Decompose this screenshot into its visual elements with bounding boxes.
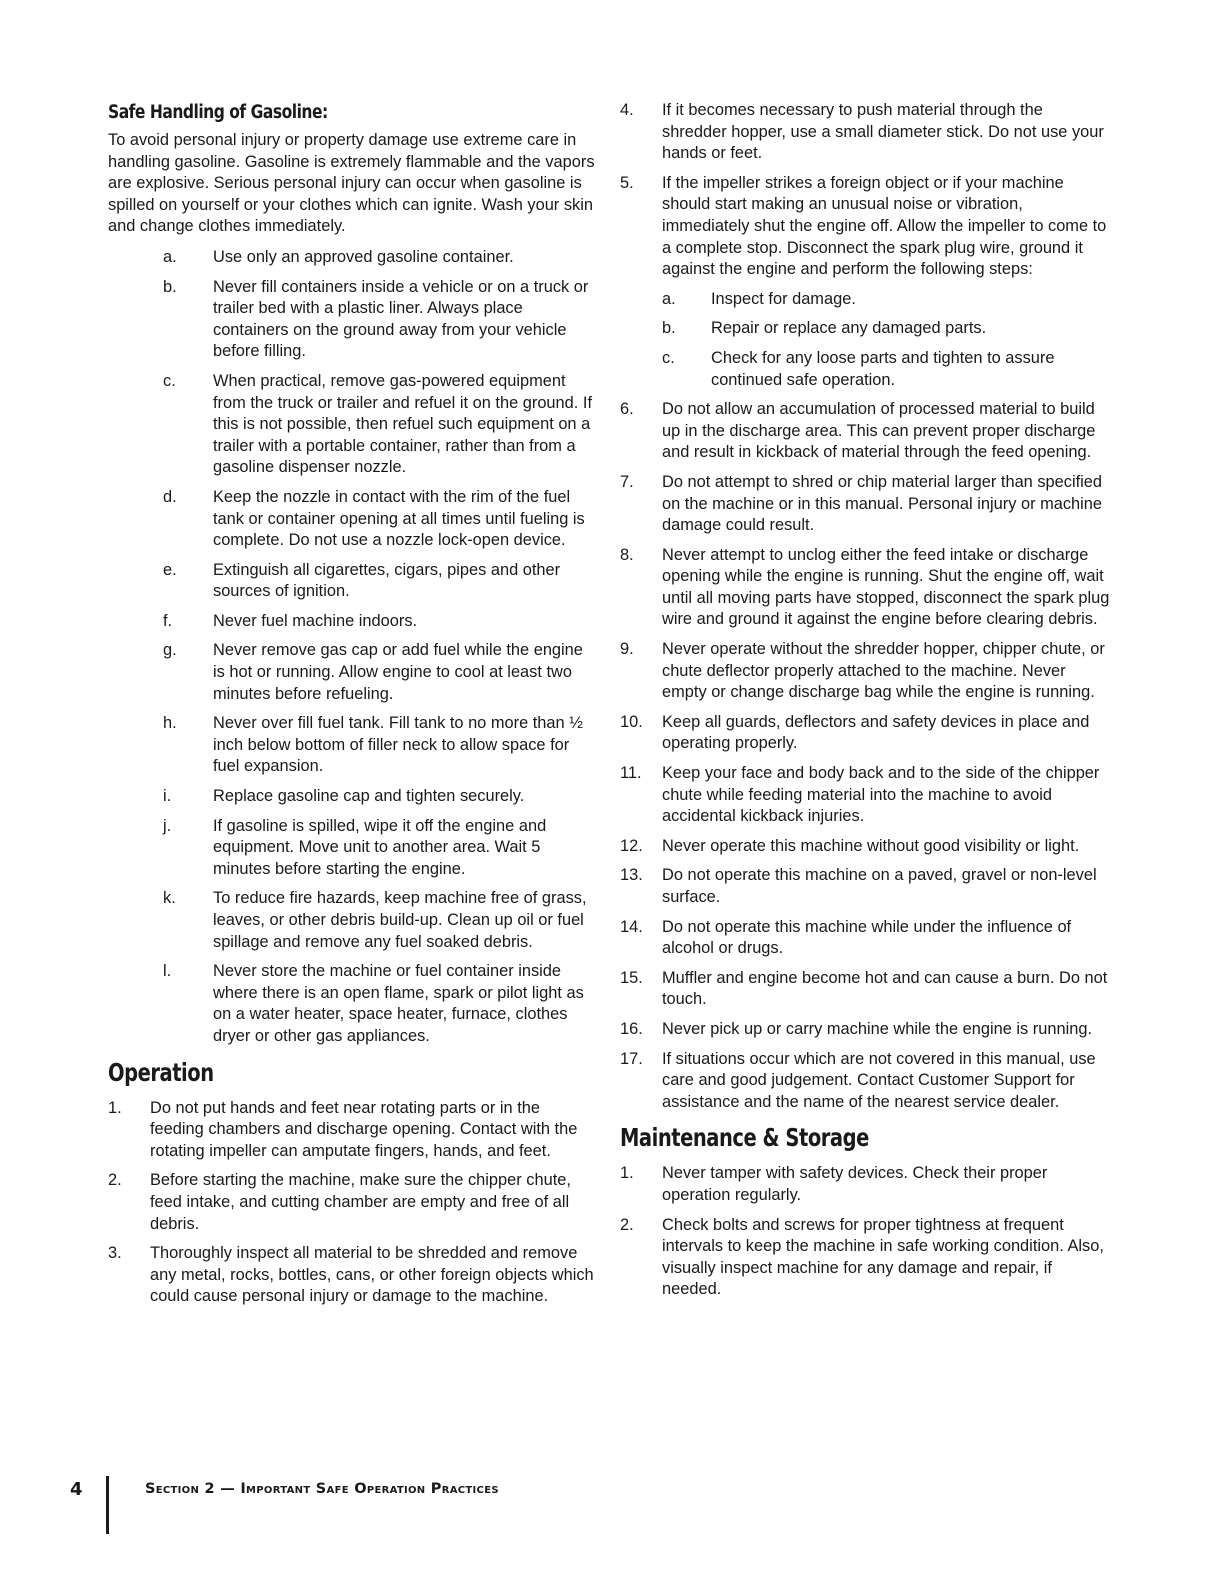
list-text: If situations occur which are not covered in this manual, use care and good judgement. Contact Customer Support for assistance and the name of the nearest service dealer.	[662, 1049, 1096, 1111]
operation-list-continued	[620, 100, 1112, 1113]
list-item	[108, 1098, 596, 1163]
list-text: Keep all guards, deflectors and safety devices in place and operating properly.	[662, 712, 1090, 753]
list-item	[620, 1019, 1112, 1041]
gasoline-list	[108, 247, 596, 1048]
list-text: Never store the machine or fuel container inside where there is an open flame, spark or pilot light as on a water heater, space heater, furnace, clothes dryer or other gas appliances.	[213, 962, 584, 1045]
list-text: Before starting the machine, make sure the chipper chute, feed intake, and cutting chamber are empty and free of all debris.	[150, 1171, 571, 1233]
page-footer	[70, 1476, 670, 1534]
list-marker: b.	[163, 277, 177, 296]
list-item	[620, 1163, 1112, 1206]
list-item	[620, 917, 1112, 960]
list-marker: 10.	[620, 712, 643, 731]
list-marker: f.	[163, 611, 173, 630]
list-item	[108, 713, 596, 778]
gasoline-heading: Safe Handling of Gasoline:	[108, 102, 328, 123]
damage-steps-list	[620, 289, 1112, 391]
list-item	[620, 348, 1112, 391]
list-text: Replace gasoline cap and tighten securely.	[213, 787, 525, 806]
list-item	[108, 277, 596, 363]
list-item	[108, 560, 596, 603]
list-marker: 5.	[620, 173, 634, 192]
list-text: When practical, remove gas-powered equipment from the truck or trailer and refuel it on the ground. If this is not possible, then refuel such equipment on a trailer with a portable container, rather than from a gasoline dispenser nozzle.	[213, 371, 592, 477]
list-text: Do not attempt to shred or chip material larger than specified on the machine or in this manual. Personal injury or machine damage could result.	[662, 472, 1103, 535]
list-marker: 1.	[620, 1164, 634, 1183]
list-marker: a.	[163, 247, 177, 266]
list-text: Keep your face and body back and to the side of the chipper chute while feeding material into the machine to avoid accidental kickback injuries.	[662, 764, 1100, 826]
list-item	[108, 611, 596, 633]
list-item	[620, 1215, 1112, 1301]
list-text: If gasoline is spilled, wipe it off the engine and equipment. Move unit to another area. Wait 5 minutes before starting the engine.	[213, 816, 547, 878]
list-marker: 2.	[108, 1171, 122, 1190]
list-marker: g.	[163, 641, 177, 660]
list-marker: 8.	[620, 545, 634, 564]
list-marker: e.	[163, 560, 177, 579]
list-item	[620, 836, 1112, 858]
list-text: If the impeller strikes a foreign object or if your machine should start making an unusual noise or vibration, immediately shut the engine off. Allow the impeller to come to a complete stop. Disconnect the spark plug wire, ground it against the engine and perform the following steps:	[662, 173, 1107, 279]
list-text: Inspect for damage.	[711, 289, 856, 308]
list-text: Never fuel machine indoors.	[213, 611, 418, 630]
operation-list	[108, 1098, 596, 1308]
list-marker: 16.	[620, 1019, 643, 1038]
list-marker: 13.	[620, 866, 643, 885]
list-item	[108, 640, 596, 705]
list-marker: l.	[163, 962, 172, 981]
list-text: Check bolts and screws for proper tightness at frequent intervals to keep the machine in safe working condition. Also, visually inspect machine for any damage and repair, if needed.	[662, 1215, 1104, 1299]
list-item	[108, 247, 596, 269]
list-text: Repair or replace any damaged parts.	[711, 319, 987, 338]
list-text: Never pick up or carry machine while the engine is running.	[662, 1019, 1093, 1038]
list-text: Do not allow an accumulation of processed material to build up in the discharge area. This can prevent proper discharge and result in kickback of material through the feed opening.	[662, 400, 1096, 462]
list-text: Never over fill fuel tank. Fill tank to no more than ½ inch below bottom of filler neck to allow space for fuel expansion.	[213, 714, 583, 776]
list-marker: 6.	[620, 400, 634, 419]
list-item	[108, 371, 596, 479]
list-marker: 7.	[620, 472, 634, 491]
list-text: Do not operate this machine on a paved, gravel or non-level surface.	[662, 866, 1097, 906]
list-item	[620, 639, 1112, 704]
list-item	[108, 1170, 596, 1235]
list-text: To reduce fire hazards, keep machine free of grass, leaves, or other debris build-up. Clean up oil or fuel spillage and remove any fuel soaked debris.	[213, 889, 587, 951]
list-text: Extinguish all cigarettes, cigars, pipes and other sources of ignition.	[213, 560, 561, 601]
list-marker: c.	[163, 371, 176, 390]
left-column	[108, 100, 596, 1316]
list-text: Do not put hands and feet near rotating parts or in the feeding chambers and discharge opening. Contact with the rotating impeller can amputate fingers, hands, and feet.	[150, 1098, 578, 1160]
footer-divider	[106, 1476, 109, 1534]
list-marker: 1.	[108, 1098, 122, 1117]
list-item	[620, 100, 1112, 165]
list-item	[108, 961, 596, 1047]
list-marker: 9.	[620, 640, 634, 659]
list-item	[620, 968, 1112, 1011]
list-item	[620, 712, 1112, 755]
gasoline-intro: To avoid personal injury or property damage use extreme care in handling gasoline. Gasoline is extremely flammable and the vapors are explosive. Serious personal injury can occur when gasoline is spilled on yourself or your clothes which can ignite. Wash your skin and change clothes immediately.	[108, 131, 595, 236]
list-item	[620, 318, 1112, 340]
list-text: Never operate this machine without good visibility or light.	[662, 836, 1080, 855]
maintenance-list	[620, 1163, 1112, 1301]
list-marker: 15.	[620, 968, 643, 987]
list-text: Do not operate this machine while under the influence of alcohol or drugs.	[662, 917, 1072, 958]
list-marker: 4.	[620, 101, 634, 119]
list-item	[620, 763, 1112, 828]
list-item	[620, 173, 1112, 281]
list-item	[108, 816, 596, 881]
list-text: Never remove gas cap or add fuel while the engine is hot or running. Allow engine to cool at least two minutes before refueling.	[213, 641, 583, 703]
list-marker: h.	[163, 714, 177, 733]
list-text: Never operate without the shredder hopper, chipper chute, or chute deflector properly attached to the machine. Never empty or change discharge bag while the engine is running.	[662, 640, 1105, 702]
list-item	[108, 888, 596, 953]
list-text: Thoroughly inspect all material to be shredded and remove any metal, rocks, bottles, cans, or other foreign objects which could cause personal injury or damage to the machine.	[150, 1244, 594, 1306]
list-marker: c.	[662, 348, 675, 367]
page-number: 4	[70, 1479, 83, 1500]
list-marker: 3.	[108, 1244, 122, 1263]
list-item	[620, 289, 1112, 311]
list-item	[620, 399, 1112, 464]
list-marker: k.	[163, 889, 176, 908]
operation-list-rest	[620, 399, 1112, 1113]
maintenance-heading: Maintenance & Storage	[620, 1123, 869, 1153]
list-item	[620, 865, 1112, 908]
list-marker: 12.	[620, 836, 643, 855]
section-title: Section 2 — Important Safe Operation Practices	[145, 1481, 499, 1497]
list-marker: b.	[662, 319, 676, 338]
list-item	[620, 545, 1112, 631]
list-marker: 17.	[620, 1049, 643, 1068]
list-marker: d.	[163, 487, 177, 506]
right-column	[620, 100, 1112, 1309]
list-item	[620, 1049, 1112, 1114]
list-text: If it becomes necessary to push material through the shredder hopper, use a small diameter stick. Do not use your hands or feet.	[662, 101, 1104, 163]
list-text: Never attempt to unclog either the feed intake or discharge opening while the engine is running. Shut the engine off, wait until all moving parts have stopped, disconnect the spark plug wire and ground it against the engine before clearing debris.	[662, 545, 1110, 629]
list-text: Check for any loose parts and tighten to assure continued safe operation.	[711, 348, 1055, 389]
list-marker: 14.	[620, 917, 643, 936]
list-text: Muffler and engine become hot and can cause a burn. Do not touch.	[662, 968, 1108, 1009]
list-text: Never fill containers inside a vehicle or on a truck or trailer bed with a plastic liner. Always place containers on the ground away from your vehicle before filling.	[213, 277, 589, 361]
list-marker: j.	[163, 816, 172, 835]
list-text: Never tamper with safety devices. Check their proper operation regularly.	[662, 1164, 1048, 1204]
list-text: Use only an approved gasoline container.	[213, 247, 514, 266]
operation-heading: Operation	[108, 1057, 214, 1087]
list-item	[108, 487, 596, 552]
list-item	[620, 472, 1112, 537]
list-marker: 11.	[620, 764, 642, 783]
list-text: Keep the nozzle in contact with the rim of the fuel tank or container opening at all times until fueling is complete. Do not use a nozzle lock-open device.	[213, 487, 585, 550]
list-item	[108, 1243, 596, 1308]
list-marker: i.	[163, 787, 172, 806]
list-marker: a.	[662, 289, 676, 308]
list-marker: 2.	[620, 1215, 634, 1234]
list-item	[108, 786, 596, 808]
